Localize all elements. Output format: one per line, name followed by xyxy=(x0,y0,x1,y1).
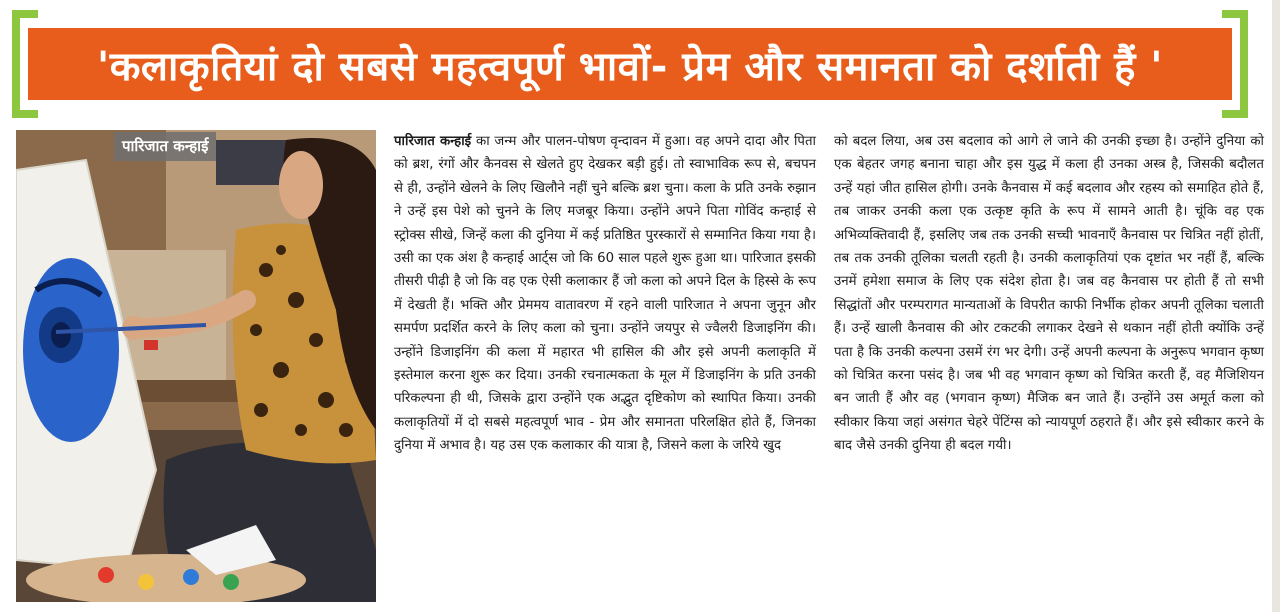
photo-caption: पारिजात कन्हाई xyxy=(114,132,216,161)
article-lead-name: पारिजात कन्हाई xyxy=(394,134,472,149)
artist-photo xyxy=(16,130,376,602)
article-column-1 xyxy=(394,130,816,602)
headline-banner xyxy=(12,10,1248,118)
headline-title: 'कलाकृतियां दो सबसे महत्वपूर्ण भावों- प्रेम और समानता को दर्शाती हैं ' xyxy=(96,43,1164,90)
page-edge-strip xyxy=(1272,0,1280,612)
article-column-1-text: का जन्म और पालन-पोषण वृन्दावन में हुआ। वह अपने दादा और पिता को ब्रश, रंगों और कैनवस से खेलते हुए देखकर बड़ी हुई। तो स्वाभाविक रूप से, बचपन से ही, उन्होंने खेलने के लिए खिलौने नहीं चुने बल्कि ब्रश चुना। कला के प्रति उनके रुझान ने उन्हें इस पेशे को चुनने के लिए मजबूर किया। उन्होंने अपने पिता गोविंद कन्हाई से स्ट्रोक्स सीखे, जिन्हें कला की दुनिया में कई प्रतिष्ठित पुरस्कारों से सम्मानित किया गया है। उसी का एक अंश है कन्हाई आर्ट्स जो कि 60 साल पहले शुरू हुआ था। पारिजात इसकी तीसरी पीढ़ी है जो कि वह एक ऐसी कलाकार हैं जो कला को अपने दिल के हिस्से के रूप में देखती हैं। भक्ति और प्रेममय वातावरण में रहने वाली पारिजात ने अपना जुनून और समर्पण प्रदर्शित करने के लिए कला को चुना। उन्होंने जयपुर से ज्वैलरी डिजाइनिंग की। उन्होंने डिजाइनिंग की कला में महारत भी हासिल की और इसे अपनी कलाकृति में इस्तेमाल करना शुरू कर दिया। उनकी रचनात्मकता के मूल में डिजाइनिंग के प्रति उनकी परिकल्पना ही थी, जिसके द्वारा उन्होंने एक अद्भुत दृष्टिकोण को स्थापित किया। उनकी कलाकृतियों में दो सबसे महत्वपूर्ण भाव - प्रेम और समानता परिलक्षित होते हैं, जिनका दुनिया में अभाव है। यह उस एक कलाकार की यात्रा है, जिसने कला के जरिये खुद xyxy=(394,134,816,454)
article-column-2-text: को बदल लिया, अब उस बदलाव को आगे ले जाने की उनकी इच्छा है। उन्होंने दुनिया को एक बेहतर जगह बनाना चाहा और इस युद्ध में कला ही उनका अस्त्र है, जिसकी बदौलत उन्हें यहां जीत हासिल होगी। उनके कैनवास में कई बदलाव और रहस्य को समाहित होते हैं, तब जाकर उनकी कला एक उत्कृष्ट कृति के रूप में सामने आती है। चूंकि वह एक अभिव्यक्तिवादी हैं, इसलिए जब तक उनकी सच्ची भावनाएँ कैनवास पर चित्रित नहीं होतीं, तब तक उनकी तूलिका चलती रहती है। उनकी कलाकृतियां एक दृष्टांत भर नहीं हैं, बल्कि उनमें हमेशा समाज के लिए एक संदेश होता है। जब वह कैनवास पर होती हैं तो सभी सिद्धांतों और परम्परागत मान्यताओं के विपरीत काफी निर्भीक होकर अपनी तूलिका चलाती हैं। उन्हें खाली कैनवास की ओर टकटकी लगाकर देखने से थकान नहीं होती क्योंकि उन्हें पता है कि उनकी कल्पना उसमें रंग भर देगी। उन्हें अपनी कल्पना के अनुरूप भगवान कृष्ण को चित्रित करना पसंद है। जब भी वह भगवान कृष्ण को चित्रित करती हैं, वह मैजिशियन बन जाती हैं और वह (भगवान कृष्ण) मैजिक बन जाते हैं। उन्होंने उस अमूर्त कला को स्वीकार किया जहां असंगत चेहरे पेंटिंग्स को न्यायपूर्ण ठहराते हैं। और इसे स्वीकार करने के बाद जैसे उनकी दुनिया ही बदल गयी। xyxy=(834,134,1264,454)
article-column-2 xyxy=(834,130,1264,602)
headline-box xyxy=(28,28,1232,100)
painting-artist-illustration xyxy=(16,130,376,602)
